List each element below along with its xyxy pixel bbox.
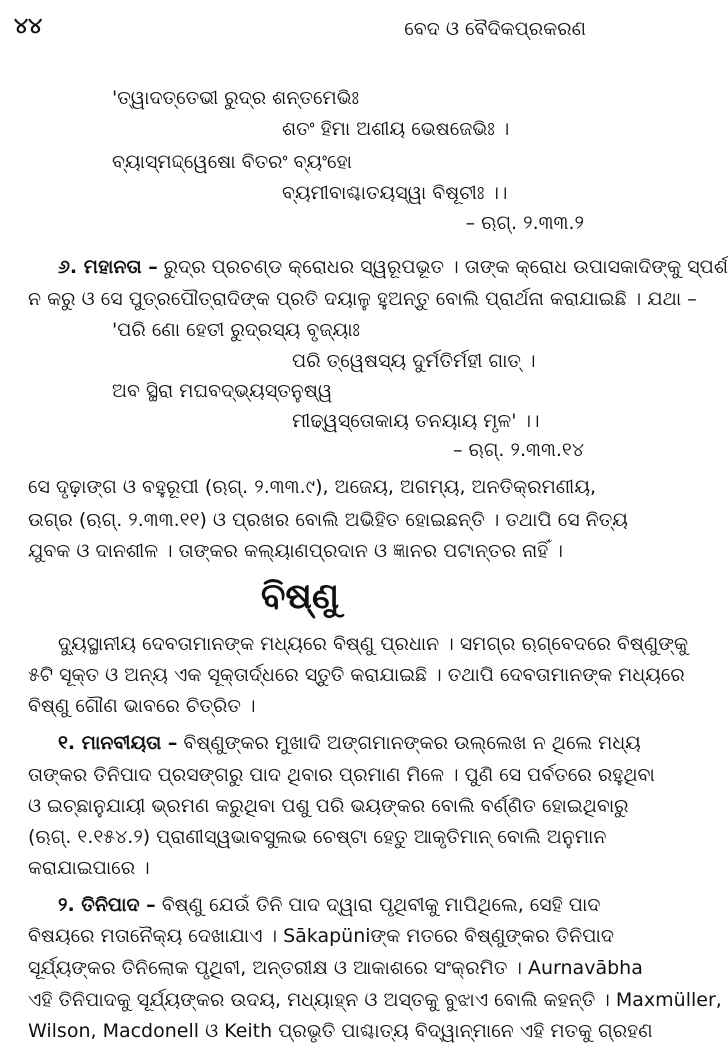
para3-line2: ୫ଟି ସୂକ୍ତ ଓ ଅନ୍ୟ ଏକ ସୂକ୍ତାର୍ଦ୍ଧରେ ସ୍ତୁତି କରାଯାଇଛି । ତଥାପି ଦେବତାମାନଙ୍କ ମଧ୍ୟରେ bbox=[28, 664, 685, 686]
para5-text-1: ବିଷ୍ଣୁ ଯେଉଁ ତିନି ପାଦ ଦ୍ୱାରା ପୃଥିବୀକୁ ମାପିଥିଲେ, ସେହି ପାଦ bbox=[161, 894, 601, 916]
para3-line3: ବିଷ୍ଣୁ ଗୌଣ ଭାବରେ ଚିତ୍ରିତ । bbox=[28, 695, 256, 717]
verse1-line1: 'ତ୍ୱାଦତ୍ତେଭୀ ରୁଦ୍ର ଶନ୍ତମେଭିଃ bbox=[112, 87, 360, 109]
para3-line1: ଦ୍ୟୁସ୍ଥାନୀୟ ଦେବତାମାନଙ୍କ ମଧ୍ୟରେ ବିଷ୍ଣୁ ପ୍ରଧାନ । ସମଗ୍ର ଋଗ୍‌ବେଦରେ ବିଷ୍ଣୁଙ୍କୁ bbox=[58, 633, 689, 655]
para2-line1: ସେ ଦୃଢ଼ାଙ୍ଗ ଓ ବହୁରୂପୀ (ଋଗ୍. ୨.୩୩.୯), ଅଜେୟ, ଅଗମ୍ୟ, ଅନତିକ୍ରମଣୀୟ, bbox=[28, 476, 597, 498]
verse2-line1: 'ପରି ଣୋ ହେତୀ ରୁଦ୍ରସ୍ୟ ବୃଜ୍ୟାଃ bbox=[112, 319, 360, 341]
para4-line1 bbox=[58, 731, 641, 755]
page-number: ୪୪ bbox=[14, 14, 43, 39]
para1-heading: ୬. ମହାନତା – bbox=[58, 256, 158, 278]
para1-line1 bbox=[58, 255, 728, 279]
para5-heading: ୨. ତିନିପାଦ – bbox=[58, 894, 156, 916]
para5-line1 bbox=[58, 893, 600, 917]
para2-line3: ଯୁବକ ଓ ଦାନଶୀଳ । ତାଙ୍କର କଲ୍ୟାଣପ୍ରଦାନ ଓ ଜ୍ଞାନର ପଟାନ୍ତର ନାହିଁ । bbox=[28, 540, 563, 562]
para4-line3: ଓ ଇଚ୍ଛାନୁଯାୟୀ ଭ୍ରମଣ କରୁଥିବା ପଶୁ ପରି ଭୟଙ୍କର ବୋଲି ବର୍ଣ୍ଣିତ ହୋଇଥିବାରୁ bbox=[28, 795, 629, 817]
para5-line5: Wilson, Macdonell ଓ Keith ପ୍ରଭୃତି ପାଶ୍ଚାତ୍ୟ ବିଦ୍ୱାନ୍‌ମାନେ ଏହି ମତକୁ ଗ୍ରହଣ bbox=[28, 1020, 653, 1042]
para4-line4: (ଋଗ୍. ୧.୧୫୪.୨) ପ୍ରାଣୀସ୍ୱଭାବସୁଲଭ ଚେଷ୍ଟା ହେତୁ ଆକୃତିମାନ୍ ବୋଲି ଅନୁମାନ bbox=[28, 826, 607, 848]
para5-line2: ବିଷୟରେ ମତାନୈକ୍ୟ ଦେଖାଯାଏ । Sākapüniଙ୍କ ମତରେ ବିଷ୍ଣୁଙ୍କର ତିନିପାଦ bbox=[28, 925, 614, 947]
para1-text-1: ରୁଦ୍ର ପ୍ରଚଣ୍ଡ କ୍ରୋଧର ସ୍ୱରୂପଭୂତ । ତାଙ୍କ କ୍ରୋଧ ଉପାସକାଦିଙ୍କୁ ସ୍ପର୍ଶ bbox=[163, 256, 728, 278]
para4-text-1: ବିଷ୍ଣୁଙ୍କର ମୁଖାଦି ଅଙ୍ଗମାନଙ୍କର ଉଲ୍ଲେଖ ନ ଥିଲେ ମଧ୍ୟ bbox=[183, 732, 641, 754]
para1-line2: ନ କରୁ ଓ ସେ ପୁତ୍ରପୌତ୍ରାଦିଙ୍କ ପ୍ରତି ଦୟାଳୁ ହୁଅନ୍ତୁ ବୋଲି ପ୍ରାର୍ଥନା କରାଯାଇଛି । ଯଥା – bbox=[28, 288, 697, 310]
verse1-line3: ବ୍ୟାସ୍ମଦ୍ଦ୍ୱେଷୋ ବିତରଂ ବ୍ୟଂହୋ bbox=[112, 151, 352, 173]
para2-line2: ଉଗ୍ର (ଋଗ୍. ୨.୩୩.୧୧) ଓ ପ୍ରଖର ବୋଲି ଅଭିହିତ ହୋଇଛନ୍ତି । ତଥାପି ସେ ନିତ୍ୟ bbox=[28, 509, 628, 531]
para5-line3: ସୂର୍ଯ୍ୟଙ୍କର ତିନିଲୋକ ପୃଥିବୀ, ଅନ୍ତରୀକ୍ଷ ଓ ଆକାଶରେ ସଂକ୍ରମିତ । Aurnavābha bbox=[28, 957, 643, 979]
para4-heading: ୧. ମାନବୀୟତା – bbox=[58, 732, 178, 754]
running-header-title: ବେଦ ଓ ବୈଦିକପ୍ରକରଣ bbox=[404, 18, 586, 40]
verse1-line2: ଶତଂ ହିମା ଅଶୀୟ ଭେଷଜେଭିଃ । bbox=[282, 118, 510, 140]
verse1-line4: ବ୍ୟମୀବାଶ୍ଚାତୟସ୍ୱା ବିଷୂଚୀଃ ।। bbox=[282, 182, 508, 204]
verse1-reference: – ଋଗ୍. ୨.୩୩.୨ bbox=[465, 212, 584, 234]
section-title: ବିଷ୍ଣୁ bbox=[260, 576, 340, 617]
verse2-line4: ମୀଢ୍ୱସ୍ତୋକାୟ ତନୟାୟ ମୃଳ' ।। bbox=[292, 410, 540, 432]
verse2-line3: ଅବ ସ୍ଥିରା ମଘବଦ୍ଭ୍ୟସ୍ତନୁଷ୍ୱ bbox=[112, 380, 333, 402]
para5-line4: ଏହି ତିନିପାଦକୁ ସୂର୍ଯ୍ୟଙ୍କର ଉଦୟ, ମଧ୍ୟାହ୍ନ ଓ ଅସ୍ତକୁ ବୁଝାଏ ବୋଲି କହନ୍ତି । Maxmüller, bbox=[28, 989, 722, 1011]
verse2-line2: ପରି ତ୍ୱେଷସ୍ୟ ଦୁର୍ମତିର୍ମହୀ ଗାତ୍ । bbox=[292, 350, 536, 372]
para4-line2: ତାଙ୍କର ତିନିପାଦ ପ୍ରସଙ୍ଗରୁ ପାଦ ଥିବାର ପ୍ରମାଣ ମିଳେ । ପୁଣି ସେ ପର୍ବତରେ ରହୁଥିବା bbox=[28, 764, 655, 786]
verse2-reference: – ଋଗ୍. ୨.୩୩.୧୪ bbox=[452, 439, 584, 461]
para4-line5: କରାଯାଇପାରେ । bbox=[28, 857, 150, 879]
